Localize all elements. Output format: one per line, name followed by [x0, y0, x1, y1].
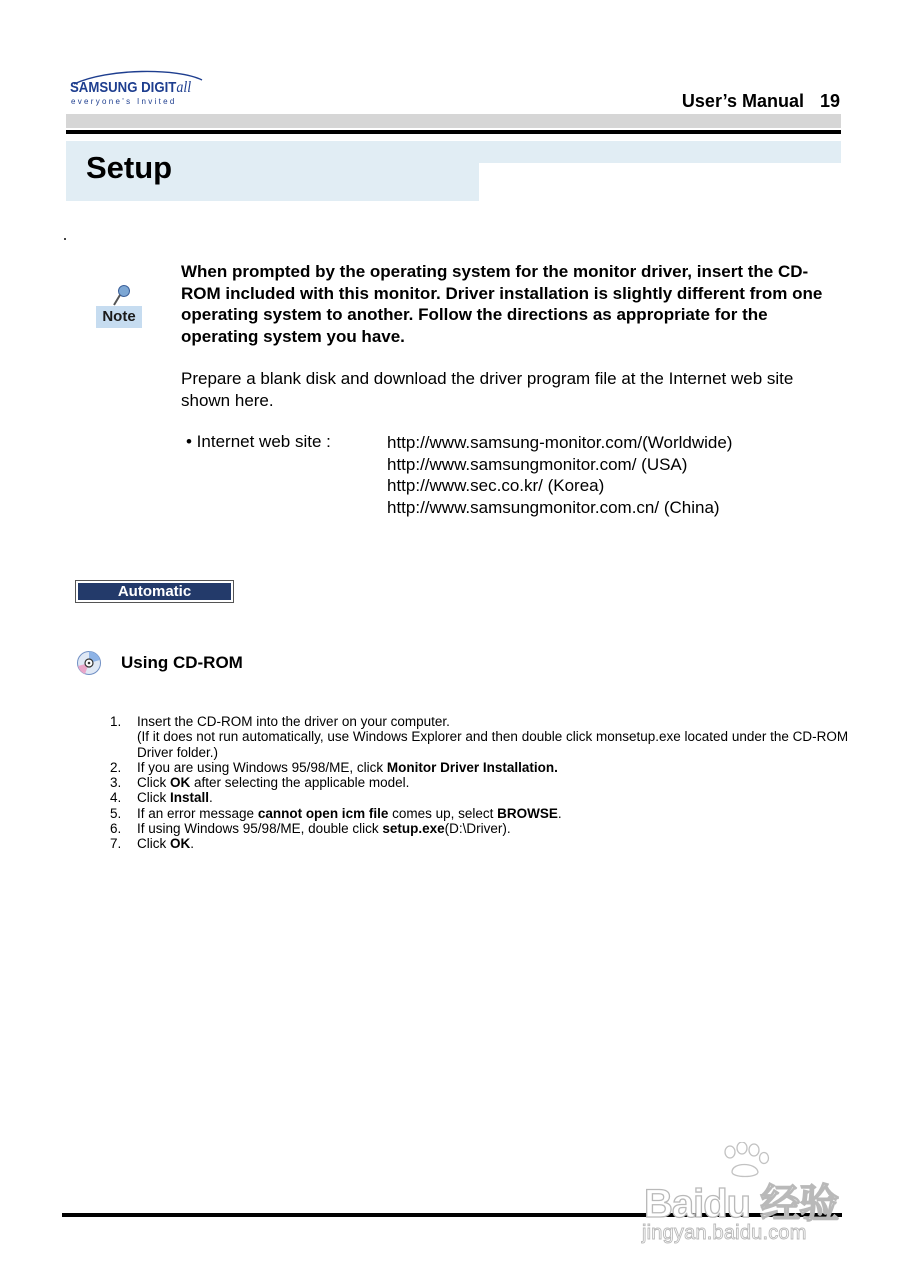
step-text-part: Click [137, 775, 170, 791]
automatic-label-box [75, 580, 234, 603]
manual-title [682, 91, 840, 112]
step-text-part: If you are using Windows 95/98/ME, click [137, 759, 387, 775]
step-line [137, 790, 850, 805]
logo-brand: SAMSUNG DIGITall [70, 79, 192, 96]
header-rule [66, 130, 841, 134]
step-line [137, 821, 850, 836]
step-bold-term: Monitor Driver Installation. [386, 759, 558, 775]
step-bold-term: OK [170, 836, 191, 852]
section-title-band-right [479, 141, 841, 163]
site-url[interactable]: http://www.samsungmonitor.com.cn/ (China) [387, 497, 720, 517]
step-number: 2. [110, 759, 122, 775]
step-bold-term: OK [170, 775, 191, 791]
note-icon [96, 284, 142, 330]
step-text-part: . [209, 790, 213, 806]
step-line [137, 760, 850, 775]
step-bold-term: Install [170, 790, 210, 806]
automatic-label: Automatic [78, 583, 231, 600]
manual-title-text: User’s Manual [681, 91, 804, 111]
step-text-part: If an error message [137, 805, 258, 821]
step-item [110, 775, 850, 790]
step-text [137, 806, 850, 821]
watermark-url: jingyan.baidu.com [642, 1222, 807, 1244]
step-text [137, 836, 850, 851]
step-number: 5. [110, 805, 122, 821]
site-url[interactable]: http://www.samsungmonitor.com/ (USA) [387, 454, 688, 474]
logo-tagline: everyone's Invited [71, 97, 177, 106]
header-gray-band [66, 114, 841, 128]
step-text [137, 760, 850, 775]
step-item [110, 714, 850, 760]
step-text-part: If using Windows 95/98/ME, double click [137, 821, 383, 837]
logo-swoosh-icon [68, 70, 208, 100]
step-item [110, 821, 850, 836]
step-text-part: . [190, 836, 195, 852]
site-url[interactable]: http://www.samsung-monitor.com/(Worldwide) [387, 433, 733, 452]
step-number: 7. [110, 836, 122, 852]
note-paragraph: Prepare a blank disk and download the driver program file at the Internet web site shown here. [181, 369, 794, 410]
step-text [137, 790, 850, 805]
baidu-watermark [640, 1142, 860, 1252]
section-title-band-notch [479, 163, 499, 183]
step-item [110, 806, 850, 821]
stray-dot [64, 238, 66, 240]
step-bold-term: setup.exe [382, 821, 445, 837]
step-number: 3. [110, 775, 122, 791]
step-text [137, 775, 850, 790]
step-number: 1. [110, 714, 122, 729]
step-bold-term: cannot open icm file [257, 805, 389, 821]
step-bold-term: BROWSE [497, 805, 558, 821]
step-text-part: Click [137, 790, 170, 806]
cd-disc-icon [74, 649, 104, 677]
step-item [110, 790, 850, 805]
step-text-part: . [557, 805, 562, 821]
page-number: 19 [819, 91, 840, 111]
step-line [137, 714, 850, 729]
section-title: Setup [86, 150, 173, 185]
samsung-logo [68, 66, 208, 112]
step-line [137, 836, 850, 851]
step-text-part: (D:\Driver). [444, 821, 511, 837]
step-number: 6. [110, 821, 122, 837]
sites-list [387, 432, 732, 518]
pushpin-icon [110, 284, 136, 308]
steps-list [110, 714, 850, 852]
step-item [110, 760, 850, 775]
step-text-part: comes up, select [388, 805, 498, 821]
step-line [137, 806, 850, 821]
step-subnote: (If it does not run automatically, use Windows Explorer and then double click monsetup.exe located under the CD-ROM Driver folder.) [137, 729, 849, 760]
note-label: Note [96, 306, 142, 328]
step-text-part: Insert the CD-ROM into the driver on your computer. [137, 714, 450, 729]
note-bold-text: When prompted by the operating system for the monitor driver, insert the CD-ROM included with this monitor. Driver installation is slightly different from one operating system to another. Follow the directions as appropriate for the operating system you have. [181, 262, 823, 346]
step-item [110, 836, 850, 851]
step-line [137, 775, 850, 790]
step-number: 4. [110, 790, 122, 806]
watermark-brand: Baidu 经验 [644, 1182, 839, 1226]
site-url[interactable]: http://www.sec.co.kr/ (Korea) [387, 476, 605, 495]
step-text [137, 714, 850, 760]
sites-label: • Internet web site : [186, 432, 331, 451]
step-text-part: Click [137, 836, 170, 852]
step-text [137, 821, 850, 836]
cdrom-title: Using CD-ROM [121, 653, 243, 672]
logo-script: all [176, 79, 192, 96]
step-text-part: after selecting the applicable model. [190, 775, 410, 791]
